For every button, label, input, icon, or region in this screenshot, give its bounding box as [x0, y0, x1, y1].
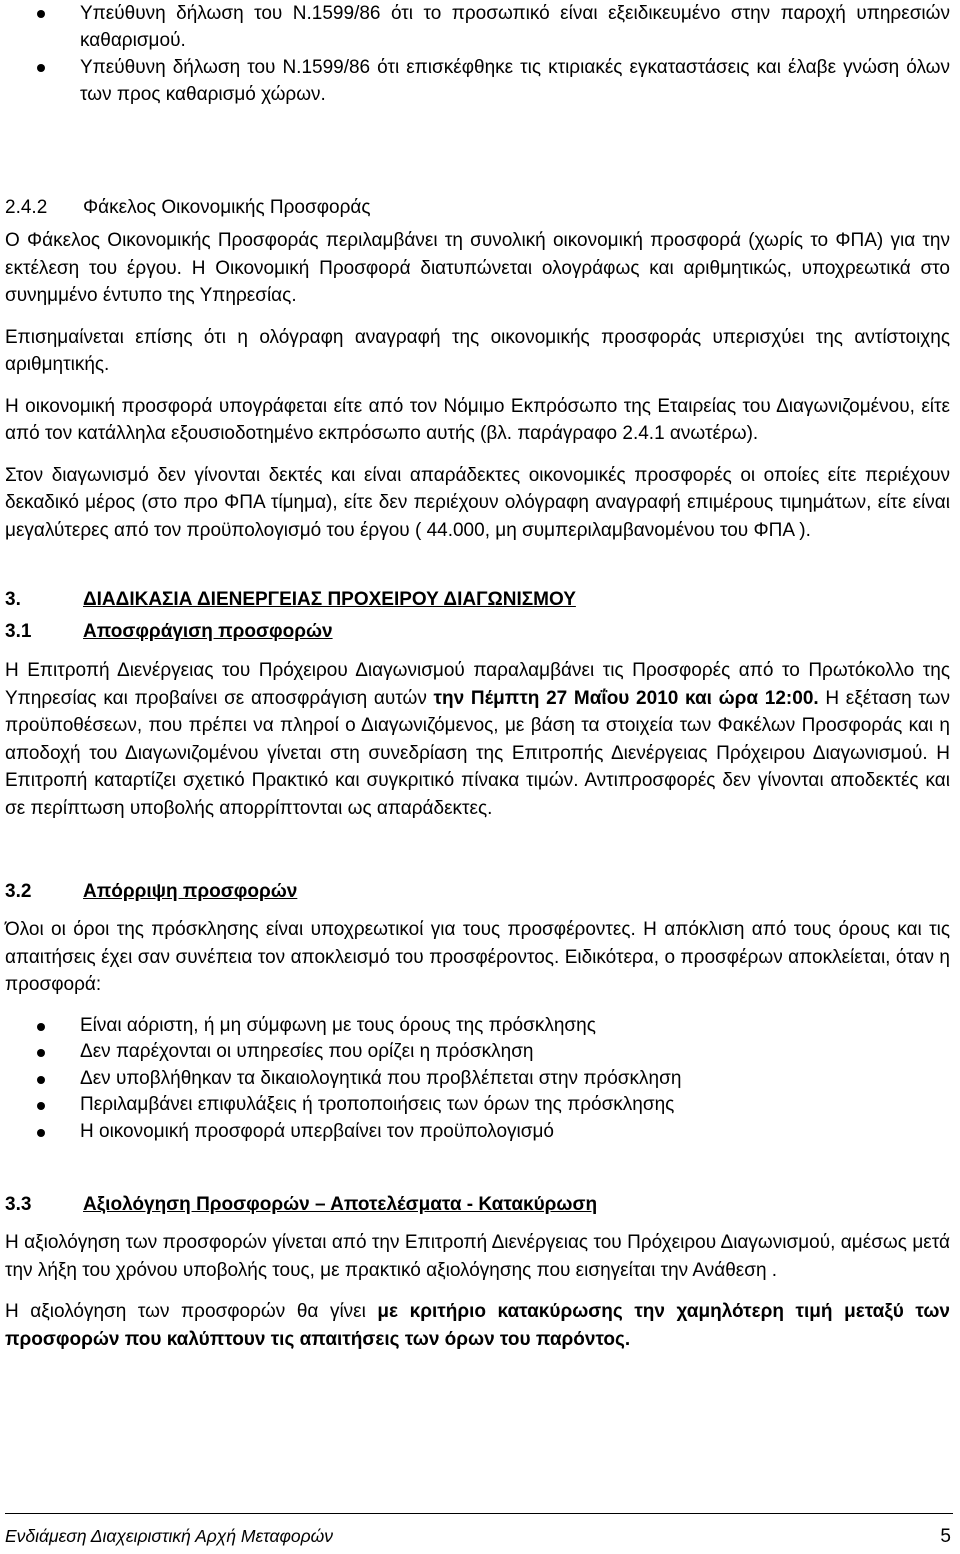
bullet-icon: [37, 64, 45, 72]
opening-date-text: την Πέμπτη 27 Μαΐου 2010 και ώρα 12:00.: [433, 687, 819, 709]
footer-organization: Ενδιάμεση Διαχειριστική Αρχή Μεταφορών: [5, 1526, 334, 1546]
bullet-icon: [37, 1129, 45, 1137]
paragraph: Η οικονομική προσφορά υπογράφεται είτε από τον Νόμιμο Εκπρόσωπο της Εταιρείας του Διαγωνιζομένου, είτε από τον κατάλληλα εξουσιοδοτημένο εκπρόσωπο αυτής (βλ. παράγραφο 2.4.1 ανωτέρω).: [5, 395, 950, 444]
list-item: [5, 1119, 950, 1146]
section-heading-3: [5, 586, 950, 613]
bullet-icon: [37, 1076, 45, 1084]
paragraph: [5, 1298, 950, 1353]
bullet-icon: [37, 1102, 45, 1110]
list-item-text: Είναι αόριστη, ή μη σύμφωνη με τους όρους της πρόσκλησης: [80, 1014, 596, 1036]
section-number: 3.3: [5, 1194, 32, 1215]
list-item: [5, 1013, 950, 1040]
section-number: 2.4.2: [5, 197, 48, 218]
section-heading-3-1: [5, 618, 950, 645]
list-item-text: Περιλαμβάνει επιφυλάξεις ή τροποποιήσεις των όρων της πρόσκλησης: [80, 1094, 675, 1115]
list-item-text: Η οικονομική προσφορά υπερβαίνει τον προϋπολογισμό: [80, 1120, 554, 1142]
list-item: [5, 54, 950, 108]
section-title: Αξιολόγηση Προσφορών – Αποτελέσματα - Κατακύρωση: [83, 1194, 598, 1215]
paragraph-text: Η εξέταση των προϋποθέσεων, που πρέπει να πληροί ο Διαγωνιζόμενος, με βάση τα στοιχεία των Φακέλων Προσφοράς και η αποδοχή του Διαγωνιζομένου γίνεται στη συνεδρίαση της Επιτροπής Διενέργειας Πρόχειρου Διαγωνισμού. Η Επιτροπή καταρτίζει σχετικό Πρακτικό και συγκριτικό πίνακα τιμών. Αντιπροσφορές δεν γίνονται αποδεκτές και σε περίπτωση υποβολής απορρίπτονται ως απαράδεκτες.: [5, 687, 950, 819]
list-item: [5, 1039, 950, 1066]
page-number: 5: [940, 1526, 951, 1547]
rejection-reasons-list: [5, 1013, 950, 1146]
list-item: [5, 1092, 950, 1119]
list-item-text: Υπεύθυνη δήλωση του Ν.1599/86 ότι το προσωπικό είναι εξειδικευμένο στην παροχή υπηρεσιών καθαρισμού.: [80, 3, 950, 51]
section-title: Αποσφράγιση προσφορών: [83, 621, 333, 642]
list-item-text: Υπεύθυνη δήλωση του Ν.1599/86 ότι επισκέφθηκε τις κτιριακές εγκαταστάσεις και έλαβε γνώση όλων των προς καθαρισμό χώρων.: [80, 57, 950, 105]
list-item: [5, 1066, 950, 1093]
section-heading-3-3: [5, 1191, 950, 1218]
requirements-list: [5, 0, 950, 108]
paragraph: Στον διαγωνισμό δεν γίνονται δεκτές και είναι απαράδεκτες οικονομικές προσφορές οι οποίες είτε περιέχουν δεκαδικό μέρος (στο προ ΦΠΑ τίμημα), είτε δεν περιέχουν ολόγραφη αναγραφή επιμέρους τιμημάτων, είτε είναι μεγαλύτερες από τον προϋπολογισμό του έργου ( 44.000, μη συμπεριλαμβανομένου του ΦΠΑ ).: [5, 464, 950, 541]
page-footer: [5, 1513, 953, 1554]
paragraph-text: Η Επιτροπή Διενέργειας του Πρόχειρου Διαγωνισμού παραλαμβάνει τις Προσφορές από το Πρωτόκολλο της Υπηρεσίας και προβαίνει σε αποσφράγιση αυτών: [5, 660, 950, 709]
section-title: Απόρριψη προσφορών: [83, 881, 298, 902]
paragraph-text: Η αξιολόγηση των προσφορών θα γίνει: [5, 1301, 378, 1322]
list-item: [5, 0, 950, 54]
section-title: ΔΙΑΔΙΚΑΣΙΑ ΔΙΕΝΕΡΓΕΙΑΣ ΠΡΟΧΕΙΡΟΥ ΔΙΑΓΩΝΙΣΜΟΥ: [83, 589, 576, 610]
paragraph: Επισημαίνεται επίσης ότι η ολόγραφη αναγραφή της οικονομικής προσφοράς υπερισχύει της αντίστοιχης αριθμητικής.: [5, 326, 950, 375]
paragraph: Ο Φάκελος Οικονομικής Προσφοράς περιλαμβάνει τη συνολική οικονομική προσφορά (χωρίς το ΦΠΑ) για την εκτέλεση του έργου. Η Οικονομική Προσφορά διατυπώνεται ολογράφως και αριθμητικώς, υποχρεωτικά στο συνημμένο έντυπο της Υπηρεσίας.: [5, 230, 950, 306]
section-heading-3-2: [5, 878, 950, 905]
bullet-icon: [37, 10, 45, 18]
award-criterion-text: με κριτήριο κατακύρωσης την χαμηλότερη τιμή μεταξύ των προσφορών που καλύπτουν τις απαιτήσεις των όρων του παρόντος.: [5, 1301, 950, 1350]
paragraph: Η αξιολόγηση των προσφορών γίνεται από την Επιτροπή Διενέργειας του Πρόχειρου Διαγωνισμού, αμέσως μετά την λήξη του χρόνου υποβολής τους, με πρακτικό αξιολόγησης που εισηγείται την Ανάθεση .: [5, 1232, 950, 1281]
section-number: 3.1: [5, 621, 32, 642]
section-number: 3.2: [5, 881, 32, 902]
section-number: 3.: [5, 589, 21, 610]
paragraph: [5, 657, 950, 822]
list-item-text: Δεν παρέχονται οι υπηρεσίες που ορίζει η πρόσκληση: [80, 1041, 534, 1062]
bullet-icon: [37, 1049, 45, 1057]
paragraph: Όλοι οι όροι της πρόσκλησης είναι υποχρεωτικοί για τους προσφέροντες. Η απόκλιση από τους όρους και τις απαιτήσεις έχει σαν συνέπεια τον αποκλεισμό του προσφέροντος. Ειδικότερα, ο προσφέρων αποκλείεται, όταν η προσφορά:: [5, 919, 950, 995]
bullet-icon: [37, 1023, 45, 1031]
list-item-text: Δεν υποβλήθηκαν τα δικαιολογητικά που προβλέπεται στην πρόσκληση: [80, 1067, 682, 1089]
section-title: Φάκελος Οικονομικής Προσφοράς: [83, 197, 371, 218]
section-heading-2-4-2: [5, 194, 950, 221]
document-page: [5, 0, 950, 1353]
